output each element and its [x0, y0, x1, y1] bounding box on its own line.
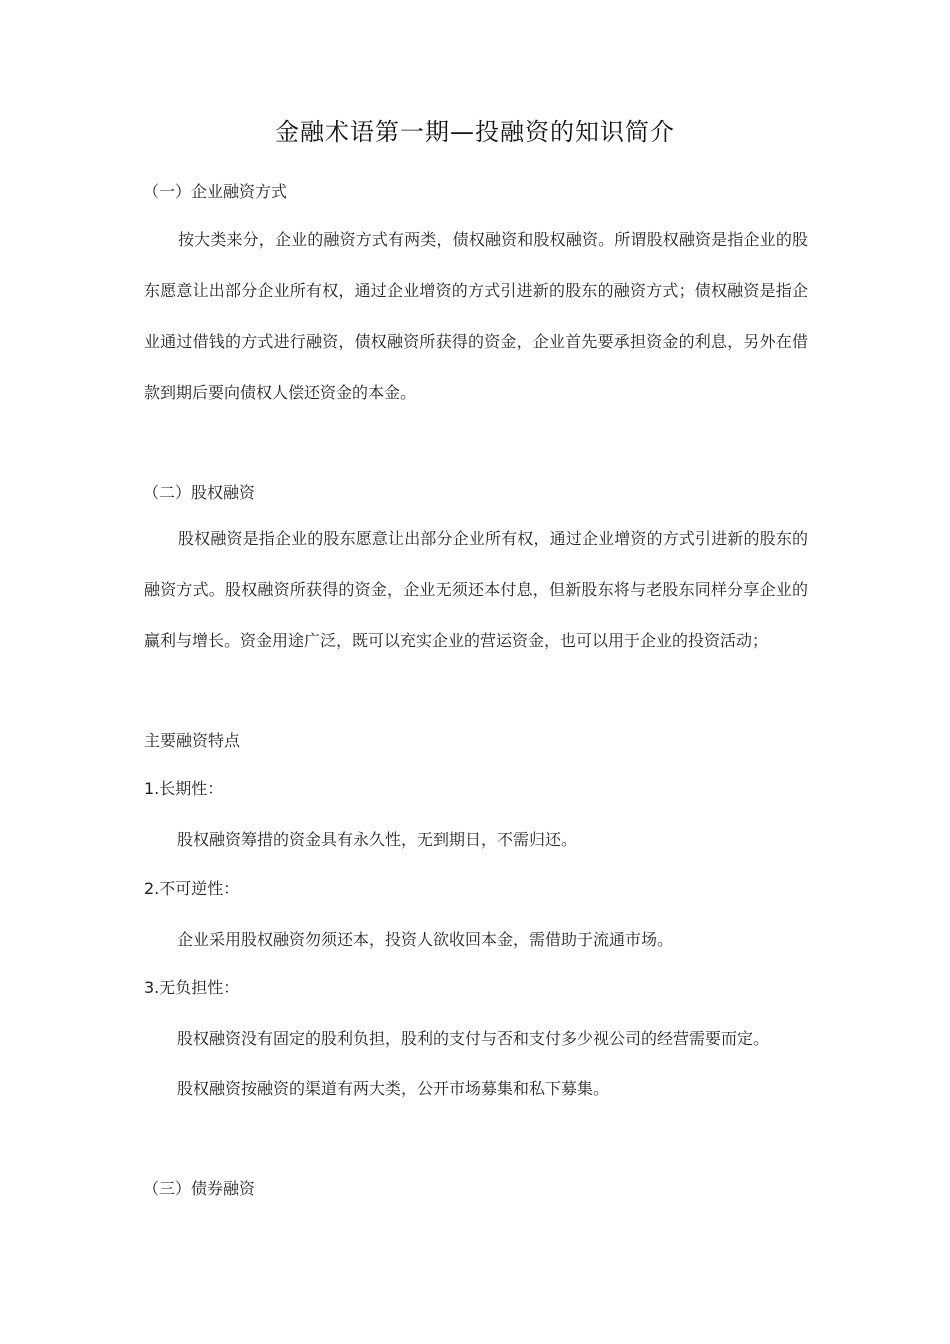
feature-number: 3.	[144, 978, 160, 997]
channels-text: 股权融资按融资的渠道有两大类，公开市场募集和私下募集。	[177, 1079, 610, 1098]
feature-title-1	[144, 776, 223, 799]
section-paragraph-2: 股权融资是指企业的股东愿意让出部分企业所有权，通过企业增资的方式引进新的股东的融资方式。股权融资所获得的资金，企业无须还本付息，但新股东将与老股东同样分享企业的赢利与增长。资金用途广泛，既可以充实企业的营运资金，也可以用于企业的投资活动；	[144, 529, 808, 650]
feature-number: 1.	[144, 779, 160, 798]
section-paragraph-1: 按大类来分，企业的融资方式有两类，债权融资和股权融资。所谓股权融资是指企业的股东愿意让出部分企业所有权，通过企业增资的方式引进新的股东的融资方式；债权融资是指企业通过借钱的方式进行融资，债权融资所获得的资金，企业首先要承担资金的利息，另外在借款到期后要向债权人偿还资金的本金。	[144, 230, 808, 402]
feature-description-3: 股权融资没有固定的股利负担，股利的支付与否和支付多少视公司的经营需要而定。	[177, 1029, 770, 1048]
feature-name: 不可逆性：	[159, 879, 240, 898]
feature-name: 无负担性：	[159, 978, 240, 997]
features-heading: 主要融资特点	[144, 731, 241, 750]
feature-description-1: 股权融资筹措的资金具有永久性，无到期日，不需归还。	[177, 830, 578, 849]
feature-title-2	[144, 876, 239, 899]
feature-description-2: 企业采用股权融资勿须还本，投资人欲收回本金，需借助于流通市场。	[177, 930, 674, 949]
section-heading-1: （一）企业融资方式	[143, 182, 288, 201]
feature-title-3	[144, 975, 239, 998]
document-title: 金融术语第一期—投融资的知识简介	[275, 118, 675, 146]
feature-number: 2.	[144, 879, 160, 898]
feature-name: 长期性：	[159, 779, 224, 798]
section-heading-3: （三）债券融资	[143, 1179, 256, 1198]
section-heading-2: （二）股权融资	[143, 483, 256, 502]
